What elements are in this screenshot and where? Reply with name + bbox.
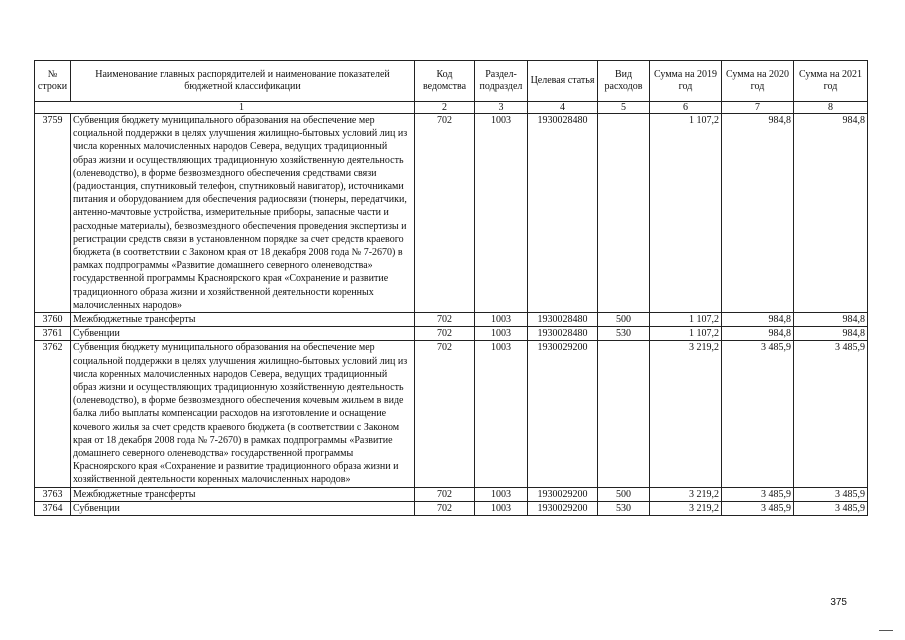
row-expense-type: 500 (598, 487, 650, 501)
column-number: 3 (475, 102, 528, 114)
row-expense-type: 530 (598, 501, 650, 515)
row-sum-2021: 3 485,9 (794, 341, 868, 487)
row-name: Субвенции (71, 327, 415, 341)
row-sum-2021: 984,8 (794, 313, 868, 327)
row-sum-2020: 984,8 (722, 327, 794, 341)
row-expense-type (598, 114, 650, 313)
page-number: 375 (830, 597, 847, 608)
column-number: 1 (35, 102, 415, 114)
column-number: 7 (722, 102, 794, 114)
row-number: 3760 (35, 313, 71, 327)
row-name: Субвенции (71, 501, 415, 515)
row-expense-type: 500 (598, 313, 650, 327)
row-number: 3761 (35, 327, 71, 341)
row-sum-2020: 984,8 (722, 114, 794, 313)
row-section: 1003 (475, 341, 528, 487)
column-number: 8 (794, 102, 868, 114)
table-row (35, 327, 868, 341)
header-sum-2019: Сумма на 2019 год (650, 61, 722, 102)
row-section: 1003 (475, 487, 528, 501)
row-expense-type (598, 341, 650, 487)
table-row (35, 313, 868, 327)
row-sum-2021: 3 485,9 (794, 501, 868, 515)
row-dept-code: 702 (415, 327, 475, 341)
row-section: 1003 (475, 313, 528, 327)
row-name: Межбюджетные трансферты (71, 487, 415, 501)
row-sum-2019: 1 107,2 (650, 114, 722, 313)
row-section: 1003 (475, 114, 528, 313)
table-body (35, 114, 868, 516)
row-sum-2019: 3 219,2 (650, 341, 722, 487)
header-row (35, 61, 868, 102)
table-row (35, 114, 868, 313)
budget-table (34, 60, 868, 516)
row-target: 1930029200 (528, 487, 598, 501)
header-sum-2021: Сумма на 2021 год (794, 61, 868, 102)
row-target: 1930028480 (528, 114, 598, 313)
table-row (35, 501, 868, 515)
row-sum-2019: 1 107,2 (650, 313, 722, 327)
row-dept-code: 702 (415, 313, 475, 327)
row-sum-2021: 984,8 (794, 327, 868, 341)
row-sum-2019: 1 107,2 (650, 327, 722, 341)
row-target: 1930028480 (528, 327, 598, 341)
row-target: 1930029200 (528, 341, 598, 487)
column-number-row (35, 102, 868, 114)
row-section: 1003 (475, 327, 528, 341)
column-number: 4 (528, 102, 598, 114)
row-target: 1930028480 (528, 313, 598, 327)
row-name: Субвенция бюджету муниципального образования на обеспечение мер социальной поддержки в целях улучшения жилищно-бытовых условий лиц из числа коренных малочисленных народов Севера, ведущих традиционный образ жизни и осуществляющих традиционную хозяйственную деятельность (оленеводство), в форме безвозмездного обеспечения кочевым жильем в виде балка либо выплаты компенсации расходов на изготовление и оснащение кочевого жилья за счет средств краевого бюджета (в соответствии с Законом края от 18 декабря 2008 года № 7-2670) в рамках подпрограммы «Развитие домашнего северного оленеводства» государственной программы Красноярского края «Сохранение и развитие традиционного образа жизни и хозяйственной деятельности коренных малочисленных народов» (71, 341, 415, 487)
row-sum-2021: 3 485,9 (794, 487, 868, 501)
row-number: 3759 (35, 114, 71, 313)
row-name: Субвенция бюджету муниципального образования на обеспечение мер социальной поддержки в целях улучшения жилищно-бытовых условий лиц из числа коренных малочисленных народов Севера, ведущих традиционный образ жизни и осуществляющих традиционную хозяйственную деятельность (оленеводство), в форме безвозмездного обеспечения средствами связи (радиостанция, спутниковый телефон, спутниковый навигатор), источниками питания и оборудованием для обеспечения радиосвязи (тюнеры, передатчики, антенно-мачтовые устройства, измерительные приборы, запасные части и расходные материалы), безвозмездного обеспечения проведения экспертизы и регистрации средств связи в установленном порядке за счет средств краевого бюджета (в соответствии с Законом края от 18 декабря 2008 года № 7-2670) в рамках подпрограммы «Развитие домашнего северного оленеводства» государственной программы Красноярского края «Сохранение и развитие традиционного образа жизни и хозяйственной деятельности коренных малочисленных народов» (71, 114, 415, 313)
row-dept-code: 702 (415, 501, 475, 515)
row-section: 1003 (475, 501, 528, 515)
row-dept-code: 702 (415, 341, 475, 487)
table-row (35, 341, 868, 487)
row-sum-2020: 3 485,9 (722, 341, 794, 487)
row-sum-2020: 3 485,9 (722, 501, 794, 515)
row-sum-2020: 3 485,9 (722, 487, 794, 501)
header-dept: Код ведомства (415, 61, 475, 102)
column-number: 6 (650, 102, 722, 114)
row-number: 3762 (35, 341, 71, 487)
row-dept-code: 702 (415, 487, 475, 501)
row-number: 3764 (35, 501, 71, 515)
row-target: 1930029200 (528, 501, 598, 515)
column-number: 2 (415, 102, 475, 114)
header-type: Вид расходов (598, 61, 650, 102)
row-sum-2019: 3 219,2 (650, 487, 722, 501)
row-name: Межбюджетные трансферты (71, 313, 415, 327)
header-sum-2020: Сумма на 2020 год (722, 61, 794, 102)
row-sum-2020: 984,8 (722, 313, 794, 327)
corner-mark (879, 630, 893, 631)
header-target: Целевая статья (528, 61, 598, 102)
row-expense-type: 530 (598, 327, 650, 341)
row-number: 3763 (35, 487, 71, 501)
row-sum-2019: 3 219,2 (650, 501, 722, 515)
header-row-num: № строки (35, 61, 71, 102)
header-name: Наименование главных распорядителей и наименование показателей бюджетной классификации (71, 61, 415, 102)
row-dept-code: 702 (415, 114, 475, 313)
table-row (35, 487, 868, 501)
column-number: 5 (598, 102, 650, 114)
header-section: Раздел-подраздел (475, 61, 528, 102)
row-sum-2021: 984,8 (794, 114, 868, 313)
